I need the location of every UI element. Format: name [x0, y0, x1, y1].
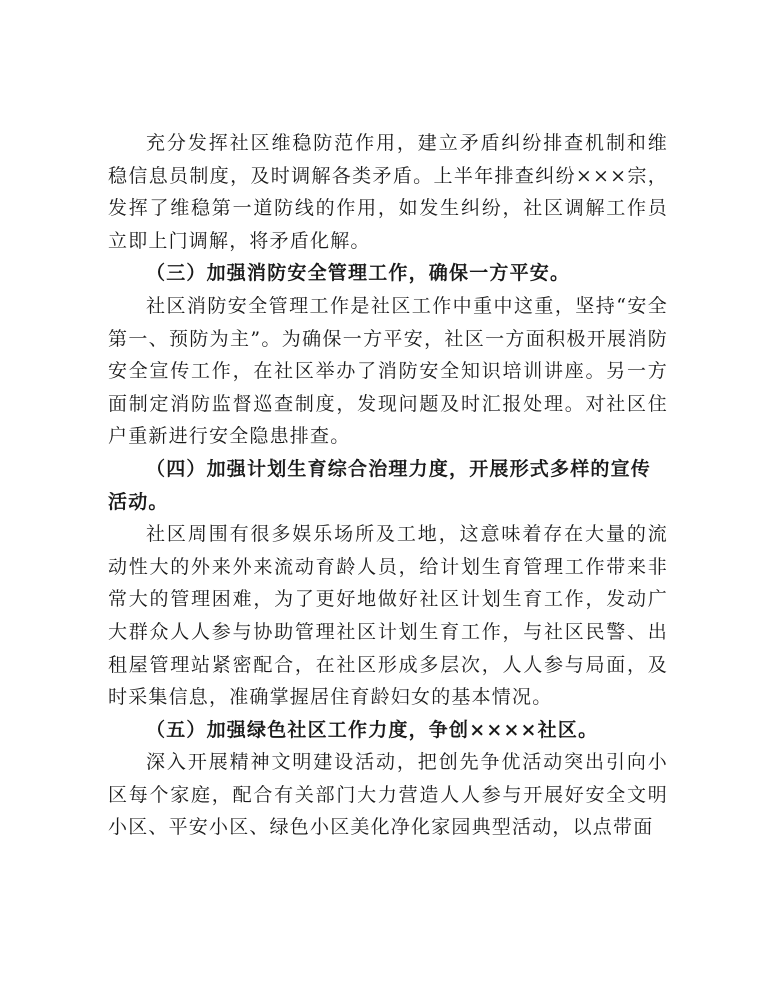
document-body	[108, 127, 668, 844]
paragraph-family-planning: 社区周围有很多娱乐场所及工地，这意味着存在大量的流动性大的外来外来流动育龄人员，给计划生育管理工作带来非常大的管理困难，为了更好地做好社区计划生育工作，发动广大群众人人参与协助管理社区计划生育工作，与社区民警、出租屋管理站紧密配合，在社区形成多层次，人人参与局面，及时采集信息，准确掌握居住育龄妇女的基本情况。	[108, 523, 668, 709]
paragraph-green-community: 深入开展精神文明建设活动，把创先争优活动突出引向小区每个家庭，配合有关部门大力营造人人参与开展好安全文明小区、平安小区、绿色小区美化净化家园典型活动，以点带面	[108, 751, 668, 839]
section-heading-family-planning: （四）加强计划生育综合治理力度，开展形式多样的宣传活动。	[108, 457, 652, 513]
paragraph-mediation: 充分发挥社区维稳防范作用，建立矛盾纠纷排查机制和维稳信息员制度，及时调解各类矛盾。上半年排查纠纷×××宗，发挥了维稳第一道防线的作用，如发生纠纷，社区调解工作员立即上门调解，将矛盾化解。	[108, 132, 668, 252]
section-heading-fire-safety: （三）加强消防安全管理工作，确保一方平安。	[146, 262, 571, 285]
section-heading-green-community: （五）加强绿色社区工作力度，争创××××社区。	[146, 718, 599, 741]
paragraph-fire-safety: 社区消防安全管理工作是社区工作中重中这重，坚持“安全第一、预防为主”。为确保一方平安，社区一方面积极开展消防安全宣传工作，在社区举办了消防安全知识培训讲座。另一方面制定消防监督巡查制度，发现问题及时汇报处理。对社区住户重新进行安全隐患排查。	[108, 294, 668, 448]
